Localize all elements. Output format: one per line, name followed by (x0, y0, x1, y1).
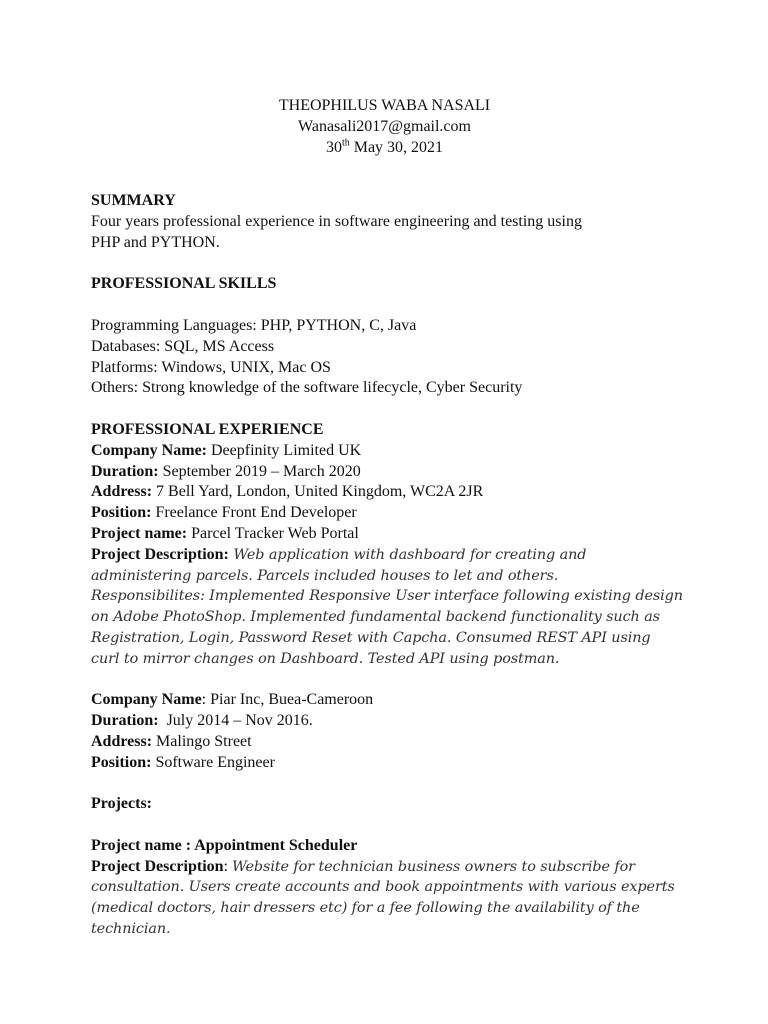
job1-company-value: Deepfinity Limited UK (207, 441, 362, 459)
job2-address (91, 732, 691, 753)
resume-content (91, 96, 691, 940)
summary-heading: SUMMARY (91, 192, 176, 210)
job1-description (91, 545, 691, 566)
skill-item: Databases: SQL, MS Access (91, 337, 275, 355)
job1-desc-line: on Adobe PhotoShop. Implemented fundamental backend functionality such as (91, 609, 660, 626)
date-day: 30 (325, 138, 342, 156)
job2-description (91, 857, 691, 878)
date-suffix: th (341, 137, 350, 149)
job2-position-label: Position: (91, 753, 152, 771)
job1-company (91, 441, 691, 462)
job1-project-value: Parcel Tracker Web Portal (187, 524, 359, 542)
job1-desc-line: Web application with dashboard for creating and (228, 546, 587, 563)
job1-position-label: Position: (91, 504, 152, 522)
job1-desc-line: curl to mirror changes on Dashboard. Tested API using postman. (91, 650, 560, 667)
job2-address-value: Malingo Street (152, 732, 252, 750)
job1-position (91, 503, 691, 524)
job1-project-label: Project name: (91, 524, 188, 542)
summary-line-2: PHP and PYTHON. (91, 233, 220, 251)
job2-project-name: Project name : Appointment Scheduler (91, 836, 358, 854)
job2-position (91, 753, 691, 774)
experience-heading: PROFESSIONAL EXPERIENCE (91, 420, 324, 438)
job2-duration-label: Duration: (91, 712, 159, 730)
job1-address-value: 7 Bell Yard, London, United Kingdom, WC2A 2JR (152, 483, 484, 501)
skill-item: Platforms: Windows, UNIX, Mac OS (91, 358, 331, 376)
job1-position-value: Freelance Front End Developer (151, 504, 357, 522)
job2-desc-label: Project Description (91, 857, 224, 875)
job1-company-label: Company Name: (91, 441, 207, 459)
job1-duration-label: Duration: (91, 462, 159, 480)
job1-desc-label: Project Description: (91, 545, 229, 563)
job1-duration (91, 462, 691, 483)
job1-address-label: Address: (91, 483, 153, 501)
job1-address (91, 482, 691, 503)
job2-company-label: Company Name (91, 691, 202, 709)
job1-desc-line: administering parcels. Parcels included houses to let and others. (91, 567, 559, 584)
job2-desc-line: Website for technician business owners to subscribe for (232, 858, 635, 875)
skills-heading: PROFESSIONAL SKILLS (91, 275, 277, 293)
candidate-email: Wanasali2017@gmail.com (298, 117, 471, 135)
skill-item: Programming Languages: PHP, PYTHON, C, Java (91, 316, 417, 334)
job2-desc-line: consultation. Users create accounts and book appointments with various experts (91, 879, 675, 896)
summary-line-1: Four years professional experience in software engineering and testing using (91, 212, 582, 230)
job2-desc-line: technician. (91, 921, 171, 938)
projects-heading: Projects: (91, 795, 152, 813)
job2-address-label: Address: (91, 732, 153, 750)
date-rest: May 30, 2021 (349, 138, 444, 156)
job2-company (91, 690, 691, 711)
job1-desc-line: Responsibilites: Implemented Responsive User interface following existing design (91, 588, 683, 605)
job2-duration-value: July 2014 – Nov 2016. (158, 712, 313, 730)
skill-item: Others: Strong knowledge of the software lifecycle, Cyber Security (91, 379, 523, 397)
job2-position-value: Software Engineer (151, 753, 275, 771)
job1-duration-value: September 2019 – March 2020 (158, 462, 361, 480)
job1-desc-line: Registration, Login, Password Reset with Capcha. Consumed REST API using (91, 629, 651, 646)
job2-desc-line: (medical doctors, hair dressers etc) for a fee following the availability of the (91, 900, 640, 917)
job2-duration (91, 711, 691, 732)
job2-company-value: : Piar Inc, Buea-Cameroon (201, 691, 374, 709)
job1-project (91, 524, 691, 545)
candidate-name: THEOPHILUS WABA NASALI (278, 97, 491, 114)
job2-desc-colon: : (223, 857, 232, 875)
document-date (91, 138, 678, 159)
